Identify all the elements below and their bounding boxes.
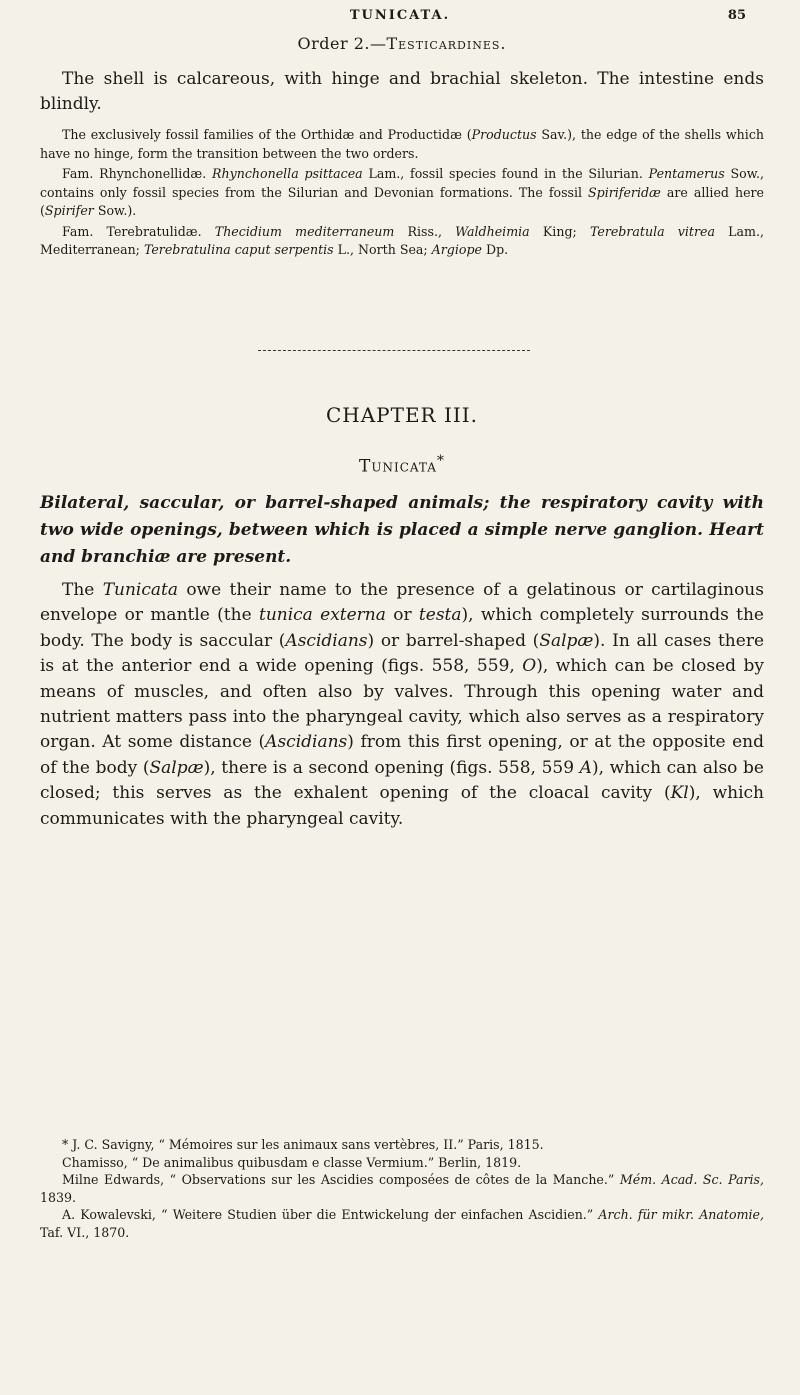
footnote-mark: *: [436, 453, 445, 469]
footnote-kowalevski: A. Kowalevski, “ Weitere Studien über die Entwickelung der einfachen Ascidien.” Arch. für mikr. Anatomie, Taf. VI., 1870.: [40, 1207, 764, 1240]
order-description: The shell is calcareous, with hinge and brachial skeleton. The intestine ends blindly.: [40, 69, 764, 114]
family-terebratulidae: Fam. Terebratulidæ. Thecidium mediterraneum Riss., Waldheimia King; Terebratula vitrea Lam., Mediterranean; Terebratulina caput serpentis L., North Sea; Argiope Dp.: [40, 223, 764, 257]
family-rhynchonellidae: Fam. Rhynchonellidæ. Rhynchonella psittacea Lam., fossil species found in the Silurian. Pentamerus Sow., contains only fossil species from the Silurian and Devonian formations. The fossil Spiriferidæ are allied here (Spirifer Sow.).: [40, 166, 764, 218]
subject-name: Tunicata: [359, 456, 437, 477]
running-head: TUNICATA.: [349, 8, 451, 23]
chapter-heading: CHAPTER III.: [325, 403, 479, 427]
order-name: Testicardines.: [386, 34, 507, 53]
footnote-savigny: * J. C. Savigny, “ Mémoires sur les animaux sans vertèbres, II.” Paris, 1815.: [62, 1137, 544, 1152]
footnotes: [40, 1136, 764, 1241]
order-title: [40, 34, 764, 53]
footnote-chamisso: Chamisso, “ De animalibus quibusdam e classe Vermium.” Berlin, 1819.: [62, 1154, 522, 1170]
page-number: 85: [727, 8, 746, 23]
footnote-milne-edwards: Milne Edwards, “ Observations sur les Ascidies composées de côtes de la Manche.” Mém. Acad. Sc. Paris, 1839.: [40, 1172, 764, 1205]
section-divider: [258, 350, 530, 351]
intro-paragraph: The exclusively fossil families of the Orthidæ and Productidæ (Productus Sav.), the edge of the shells which have no hinge, form the transition between the two orders.: [40, 127, 764, 161]
chapter-subject: [40, 453, 764, 477]
body-paragraph: The Tunicata owe their name to the presence of a gelatinous or cartilaginous envelope or mantle (the tunica externa or testa), which completely surrounds the body. The body is saccular (Ascidians) or barrel-shaped (Salpæ). In all cases there is at the anterior end a wide opening (figs. 558, 559, O), which can be closed by means of muscles, and often also by valves. Through this opening water and nutrient matters pass into the pharyngeal cavity, which also serves as a respiratory organ. At some distance (Ascidians) from this first opening, or at the opposite end of the body (Salpæ), there is a second opening (figs. 558, 559 A), which can also be closed; this serves as the exhalent opening of the cloacal cavity (Kl), which communicates with the pharyngeal cavity.: [40, 580, 765, 829]
order-prefix: Order 2.—: [297, 34, 387, 53]
chapter-summary: Bilateral, saccular, or barrel-shaped animals; the respiratory cavity with two wide openings, between which is placed a simple nerve ganglion. Heart and branchiæ are present.: [40, 493, 764, 567]
family-notes: [40, 126, 764, 262]
